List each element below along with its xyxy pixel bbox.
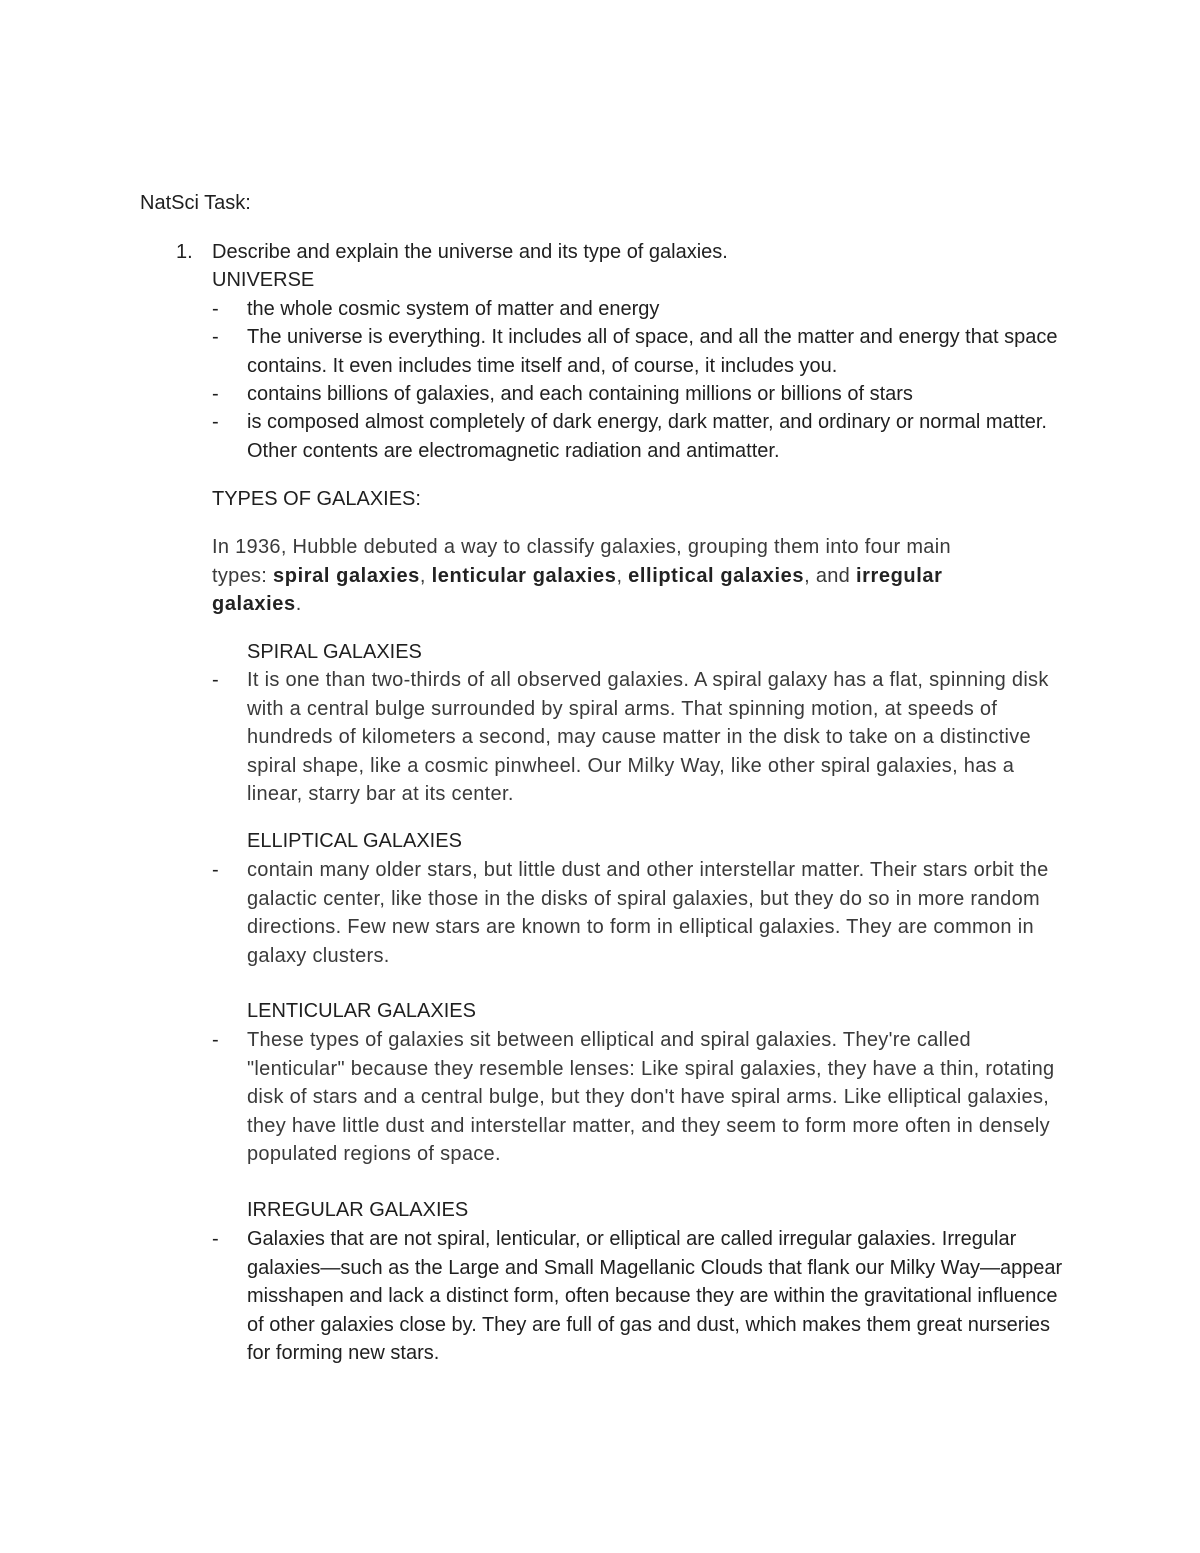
- bullet-dash: -: [212, 411, 219, 433]
- spiral-heading: SPIRAL GALAXIES: [247, 641, 422, 663]
- lenticular-heading: LENTICULAR GALAXIES: [247, 1000, 476, 1022]
- irregular-description: Galaxies that are not spiral, lenticular, or elliptical are called irregular galaxies. Irregular galaxies—such as the Large and Small Magellanic Clouds that flank our Milky Way—appear misshapen and lack a distinct form, often because they are within the gravitational influence of other galaxies close by. They are full of gas and dust, which makes them great nurseries for forming new stars.: [247, 1228, 1063, 1364]
- lenticular-description: These types of galaxies sit between elliptical and spiral galaxies. They're called "lenticular" because they resemble lenses: Like spiral galaxies, they have a thin, rotating disk of stars and a central bulge, but they don't have spiral arms. Like elliptical galaxies, they have little dust and interstellar matter, and they seem to form more often in densely populated regions of space.: [247, 1029, 1055, 1165]
- universe-bullet-3: contains billions of galaxies, and each containing millions or billions of stars: [247, 383, 913, 405]
- separator: , and: [804, 564, 856, 587]
- irregular-heading: IRREGULAR GALAXIES: [247, 1199, 469, 1221]
- type-spiral: spiral galaxies: [273, 564, 420, 587]
- bullet-dash: -: [212, 298, 219, 320]
- universe-bullet-4: is composed almost completely of dark energy, dark matter, and ordinary or normal matter. Other contents are electromagnetic radiation and antimatter.: [247, 411, 1047, 462]
- universe-bullet-2: The universe is everything. It includes all of space, and all the matter and energy that space contains. It even includes time itself and, of course, it includes you.: [247, 326, 1058, 377]
- terminator: .: [295, 593, 302, 615]
- type-elliptical: elliptical galaxies: [628, 564, 805, 587]
- universe-heading: UNIVERSE: [212, 269, 315, 291]
- type-lenticular: lenticular galaxies: [431, 564, 617, 587]
- bullet-dash: -: [212, 326, 219, 348]
- types-heading: TYPES OF GALAXIES:: [212, 488, 421, 510]
- spiral-description: It is one than two-thirds of all observed galaxies. A spiral galaxy has a flat, spinning disk with a central bulge surrounded by spiral arms. That spinning motion, at speeds of hundreds of kilometers a second, may cause matter in the disk to take on a distinctive spiral shape, like a cosmic pinwheel. Our Milky Way, like other spiral galaxies, has a linear, starry bar at its center.: [247, 669, 1049, 805]
- types-intro-paragraph: [212, 533, 1002, 619]
- bullet-dash: -: [212, 383, 219, 405]
- document-title: NatSci Task:: [140, 192, 251, 214]
- bullet-dash: -: [212, 1228, 219, 1250]
- question-number: 1.: [176, 241, 193, 263]
- separator: ,: [419, 564, 432, 587]
- bullet-dash: -: [212, 859, 219, 881]
- type-irregular: irregular galaxies: [212, 564, 943, 615]
- question-text: Describe and explain the universe and its type of galaxies.: [212, 241, 728, 263]
- universe-bullet-1: the whole cosmic system of matter and energy: [247, 298, 660, 320]
- bullet-dash: -: [212, 669, 219, 691]
- elliptical-heading: ELLIPTICAL GALAXIES: [247, 830, 462, 852]
- separator: ,: [616, 564, 629, 587]
- elliptical-description: contain many older stars, but little dust and other interstellar matter. Their stars orbit the galactic center, like those in the disks of spiral galaxies, but they do so in more random directions. Few new stars are known to form in elliptical galaxies. They are common in galaxy clusters.: [247, 859, 1049, 967]
- bullet-dash: -: [212, 1029, 219, 1051]
- types-intro-text: In 1936, Hubble debuted a way to classify galaxies, grouping them into four main types:: [212, 536, 951, 587]
